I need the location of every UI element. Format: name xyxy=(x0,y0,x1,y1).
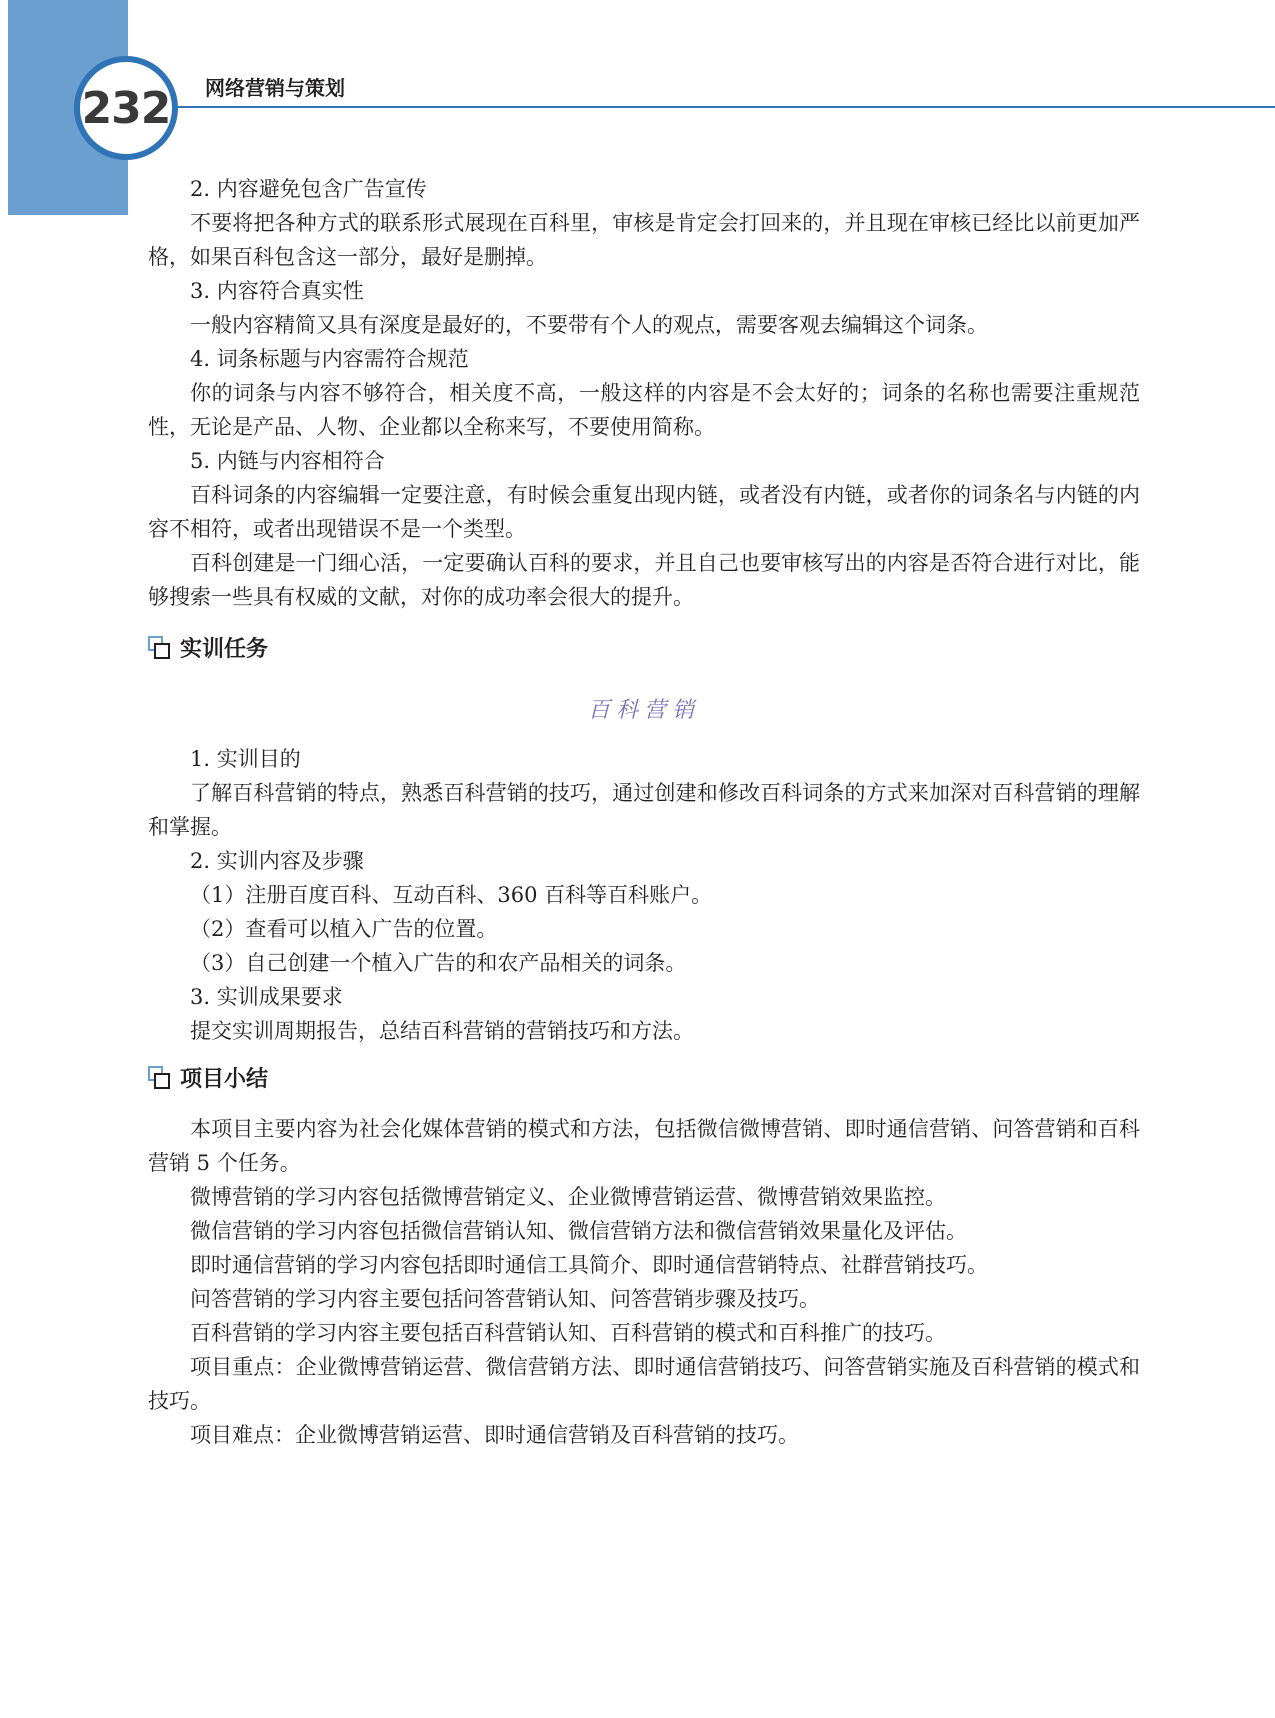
header-decoration-square xyxy=(100,199,112,211)
item-heading: 3. 内容符合真实性 xyxy=(190,279,364,303)
section-squares-icon xyxy=(148,636,170,658)
book-title: 网络营销与策划 xyxy=(205,76,345,100)
item-heading: 5. 内链与内容相符合 xyxy=(190,449,385,473)
summary-paragraph: 本项目主要内容为社会化媒体营销的模式和方法，包括微信微博营销、即时通信营销、问答营销和百科营销 5 个任务。 xyxy=(148,1117,1140,1175)
page-number-badge xyxy=(74,56,178,160)
page-content xyxy=(148,172,1140,1452)
item-text: 百科词条的内容编辑一定要注意，有时候会重复出现内链，或者没有内链，或者你的词条名与内链的内容不相符，或者出现错误不是一个类型。 xyxy=(148,483,1140,541)
summary-paragraph: 微信营销的学习内容包括微信营销认知、微信营销方法和微信营销效果量化及评估。 xyxy=(190,1219,967,1243)
training-section-heading xyxy=(148,630,1140,664)
item-text: 一般内容精简又具有深度是最好的，不要带有个人的观点，需要客观去编辑这个词条。 xyxy=(190,313,988,337)
summary-paragraph: 微博营销的学习内容包括微博营销定义、企业微博营销运营、微博营销效果监控。 xyxy=(190,1185,946,1209)
summary-paragraph: 项目难点：企业微博营销运营、即时通信营销及百科营销的技巧。 xyxy=(190,1423,799,1447)
summary-section-heading xyxy=(148,1060,1140,1094)
result-text: 提交实训周期报告，总结百科营销的营销技巧和方法。 xyxy=(190,1019,694,1043)
step-item: （1）注册百度百科、互动百科、360 百科等百科账户。 xyxy=(190,883,713,907)
training-section-title: 实训任务 xyxy=(180,636,269,662)
goal-heading: 1. 实训目的 xyxy=(190,747,301,771)
summary-paragraph: 即时通信营销的学习内容包括即时通信工具简介、即时通信营销特点、社群营销技巧。 xyxy=(190,1253,988,1277)
item-text: 不要将把各种方式的联系形式展现在百科里，审核是肯定会打回来的，并且现在审核已经比以前更加严格，如果百科包含这一部分，最好是删掉。 xyxy=(148,211,1140,269)
header-decoration-square xyxy=(100,175,112,187)
closing-paragraph: 百科创建是一门细心活，一定要确认百科的要求，并且自己也要审核写出的内容是否符合进行对比，能够搜索一些具有权威的文献，对你的成功率会很大的提升。 xyxy=(148,551,1140,609)
item-heading: 4. 词条标题与内容需符合规范 xyxy=(190,347,469,371)
goal-text: 了解百科营销的特点，熟悉百科营销的技巧，通过创建和修改百科词条的方式来加深对百科营销的理解和掌握。 xyxy=(148,781,1140,839)
summary-paragraph: 百科营销的学习内容主要包括百科营销认知、百科营销的模式和百科推广的技巧。 xyxy=(190,1321,946,1345)
steps-heading: 2. 实训内容及步骤 xyxy=(190,849,364,873)
item-heading: 2. 内容避免包含广告宣传 xyxy=(190,177,427,201)
task-title: 百科营销 xyxy=(587,698,700,723)
item-text: 你的词条与内容不够符合，相关度不高，一般这样的内容是不会太好的；词条的名称也需要注重规范性，无论是产品、人物、企业都以全称来写，不要使用简称。 xyxy=(148,381,1140,439)
section-squares-icon xyxy=(148,1066,170,1088)
summary-paragraph: 项目重点：企业微博营销运营、微信营销方法、即时通信营销技巧、问答营销实施及百科营销的模式和技巧。 xyxy=(148,1355,1140,1413)
header-decoration-square xyxy=(112,187,124,199)
result-heading: 3. 实训成果要求 xyxy=(190,985,343,1009)
summary-section-title: 项目小结 xyxy=(180,1066,269,1092)
header-rule xyxy=(178,106,1275,108)
step-item: （3）自己创建一个植入广告的和农产品相关的词条。 xyxy=(190,951,687,975)
step-item: （2）查看可以植入广告的位置。 xyxy=(190,917,498,941)
summary-paragraph: 问答营销的学习内容主要包括问答营销认知、问答营销步骤及技巧。 xyxy=(190,1287,820,1311)
page-number: 232 xyxy=(81,82,171,134)
